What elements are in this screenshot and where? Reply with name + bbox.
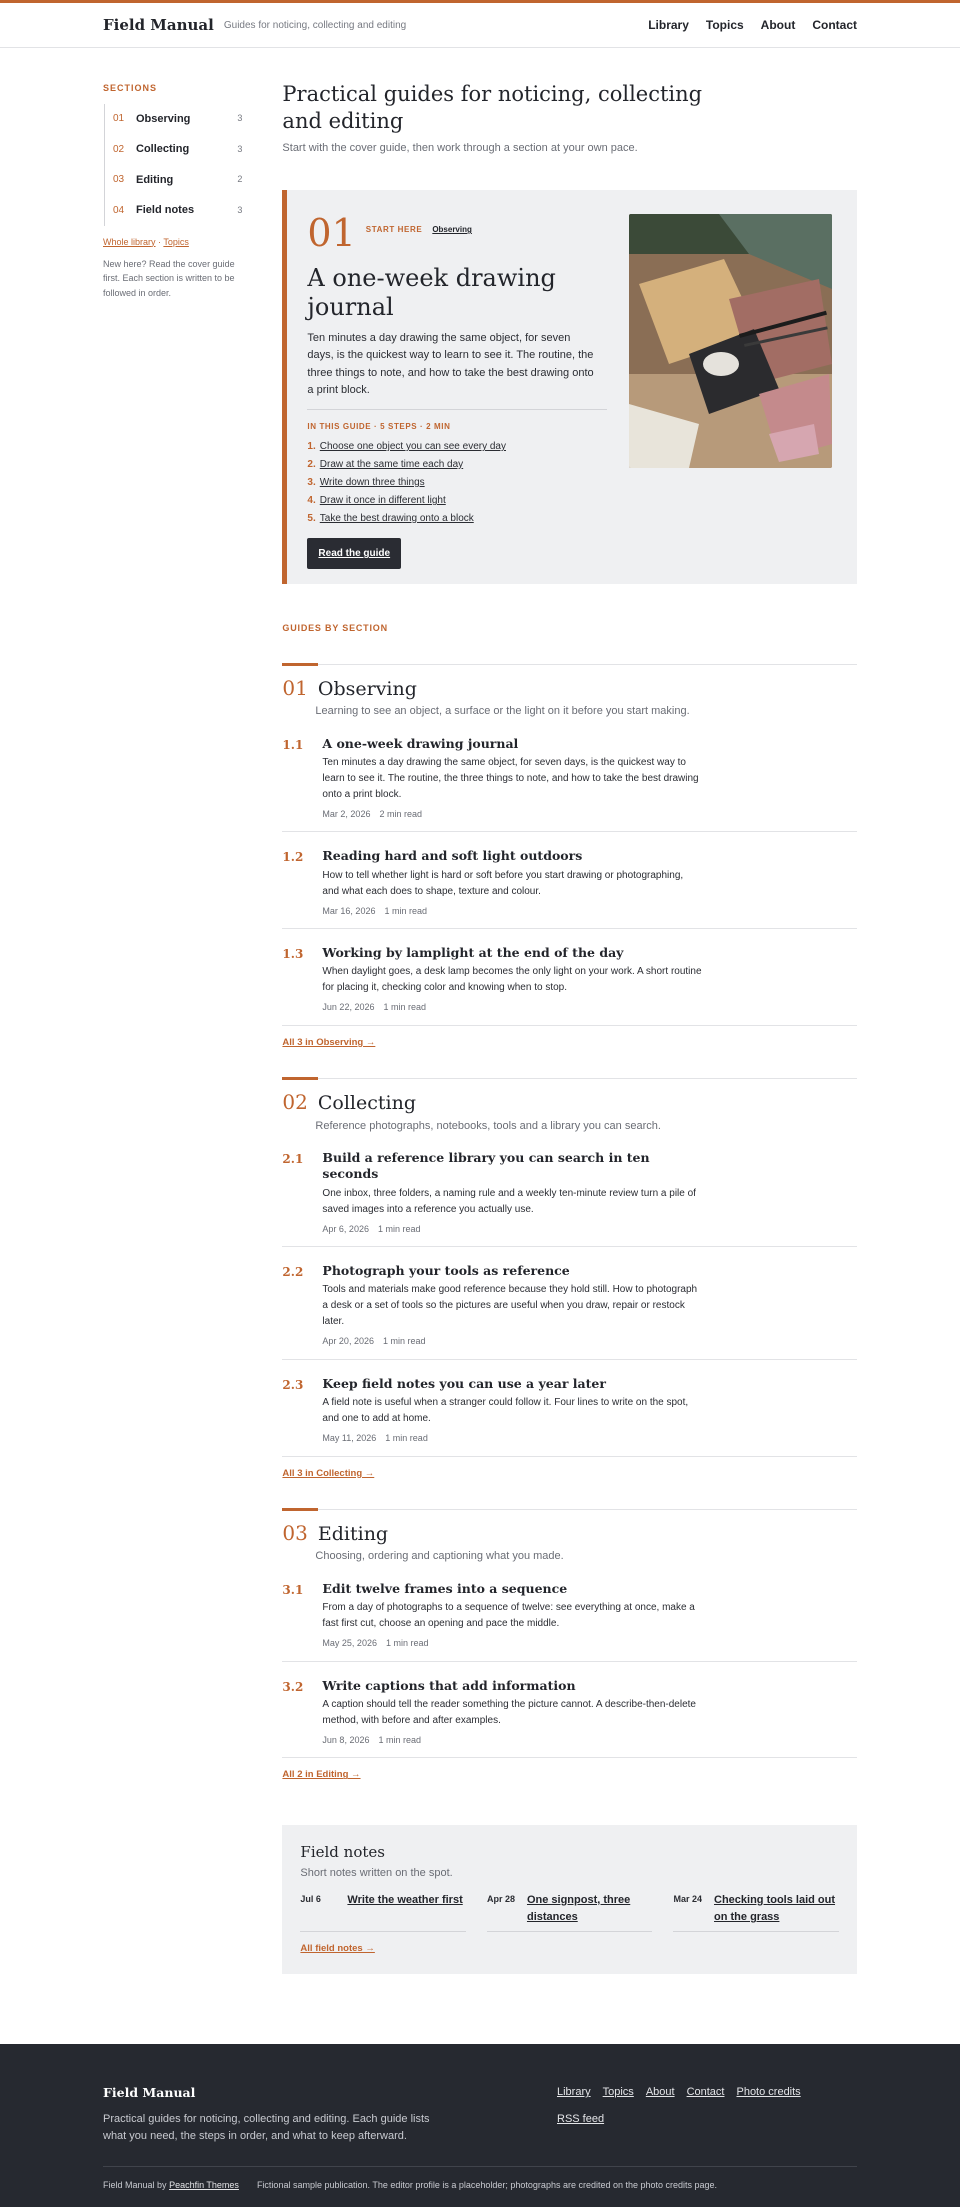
guide-read-time: 1 min read: [382, 1336, 426, 1347]
all-observing-link[interactable]: All 3 in Observing →: [282, 1036, 376, 1048]
guide-meta: [322, 1001, 702, 1015]
field-notes-title: Field notes: [300, 1842, 385, 1861]
whole-library-link[interactable]: Whole library: [103, 236, 156, 247]
footer-bottom: [103, 2166, 857, 2193]
footer-nav: [557, 2084, 857, 2146]
sidebar-item-num: 03: [113, 174, 125, 186]
read-guide-button[interactable]: Read the guide: [307, 538, 401, 569]
guide-meta: [322, 1432, 702, 1446]
guide-read-time: 1 min read: [378, 1734, 421, 1745]
all-collecting-link[interactable]: All 3 in Collecting →: [282, 1467, 375, 1479]
start-here-label: START HERE: [365, 225, 423, 235]
guide-description: Tools and materials make good reference because they hold still. How to photograph a desk or a set of tools so the pictures are useful when you draw, repair or restock later.: [322, 1284, 698, 1328]
field-note-link[interactable]: One signpost, three distances: [526, 1893, 631, 1924]
section-observing: [282, 664, 857, 1051]
section-title[interactable]: Observing: [317, 677, 417, 700]
credit-link[interactable]: Peachfin Themes: [169, 2179, 239, 2190]
guide-meta: [322, 1223, 702, 1237]
guide-meta: [322, 1335, 702, 1349]
steps-heading: IN THIS GUIDE · 5 STEPS · 2 MIN: [307, 422, 451, 431]
featured-section-link[interactable]: Observing: [432, 225, 472, 235]
featured-title[interactable]: A one-week drawing journal: [307, 264, 556, 322]
brand-logo[interactable]: Field Manual: [103, 15, 214, 34]
field-notes-panel: [282, 1825, 857, 1974]
sidebar-item-num: 02: [113, 143, 125, 155]
step-number: 5.: [307, 513, 316, 524]
guide-description: How to tell whether light is hard or soft before you start drawing or photographing, and what each does to shape, texture and colour.: [322, 869, 684, 897]
footer-link-rss[interactable]: RSS feed: [557, 2112, 605, 2125]
field-note-item: [487, 1892, 653, 1932]
guide-title-link[interactable]: A one-week drawing journal: [322, 735, 519, 751]
guide-date: Jun 22, 2026: [322, 1002, 375, 1013]
guide-description: From a day of photographs to a sequence of twelve: see everything at once, make a fast first cut, choose an opening and pace the middle.: [322, 1602, 695, 1630]
topics-link[interactable]: Topics: [163, 236, 189, 247]
section-accent: [282, 1077, 318, 1080]
page-subtitle: Start with the cover guide, then work through a section at your own pace.: [282, 141, 638, 154]
guide-entry: [282, 1247, 857, 1360]
section-number: 02: [282, 1090, 308, 1115]
footer-link-library[interactable]: Library: [557, 2086, 591, 2099]
guide-entry: [282, 1662, 857, 1759]
guide-date: Apr 6, 2026: [322, 1223, 369, 1234]
guide-number: 2.2: [282, 1265, 304, 1280]
featured-number: 01: [307, 211, 356, 256]
guide-read-time: 1 min read: [377, 1223, 421, 1234]
site-header: [0, 3, 960, 48]
nav-topics[interactable]: Topics: [705, 18, 744, 32]
sidebar-item-count: 3: [237, 204, 243, 215]
section-editing: [282, 1509, 857, 1783]
nav-contact[interactable]: Contact: [812, 18, 857, 32]
all-editing-link[interactable]: All 2 in Editing →: [282, 1769, 361, 1781]
footer-link-topics[interactable]: Topics: [602, 2086, 634, 2099]
featured-guide: [282, 190, 857, 584]
guide-title-link[interactable]: Reading hard and soft light outdoors: [322, 848, 583, 864]
footer-brand: Field Manual: [103, 2085, 196, 2101]
guide-read-time: 1 min read: [385, 1638, 429, 1649]
sidebar-item-count: 3: [237, 143, 243, 154]
nav-about[interactable]: About: [760, 18, 796, 32]
guide-read-time: 1 min read: [383, 1002, 426, 1013]
section-accent: [282, 1508, 318, 1511]
sidebar-item-count: 2: [237, 174, 243, 184]
field-note-date: Apr 28: [486, 1893, 515, 1904]
guide-number: 2.1: [282, 1152, 304, 1167]
step-number: 3.: [307, 477, 316, 488]
featured-description: Ten minutes a day drawing the same object, for seven days, is the quickest way to learn to see it. The routine, the three things to note, and how to take the best drawing onto a print block.: [307, 331, 594, 397]
sidebar-item-collecting[interactable]: [105, 134, 242, 165]
footer-link-contact[interactable]: Contact: [686, 2086, 725, 2099]
guide-entry: [282, 1134, 857, 1247]
main-content: [282, 48, 857, 1974]
section-description: Reference photographs, notebooks, tools and a library you can search.: [315, 1119, 661, 1132]
step-number: 1.: [307, 441, 316, 452]
guide-description: Ten minutes a day drawing the same object, for seven days, is the quickest way to learn to see it. The routine, the three things to note, and how to take the best drawing onto a print block.: [322, 756, 699, 800]
divider: [307, 409, 607, 410]
sidebar-item-label: Field notes: [136, 204, 195, 216]
guide-date: Apr 20, 2026: [322, 1336, 374, 1347]
guide-title-link[interactable]: Photograph your tools as reference: [322, 1263, 570, 1279]
page-title: Practical guides for noticing, collecting and editing: [282, 82, 703, 134]
guide-date: May 11, 2026: [322, 1433, 377, 1444]
featured-photo[interactable]: [629, 214, 832, 468]
guide-read-time: 1 min read: [384, 905, 427, 916]
field-note-item: [673, 1892, 839, 1932]
guides-by-section-heading: GUIDES BY SECTION: [282, 623, 388, 634]
guide-entry: [282, 1360, 857, 1457]
guide-title-link[interactable]: Write captions that add information: [322, 1677, 576, 1693]
step-item: [307, 511, 857, 529]
footer-description: Practical guides for noticing, collecting and editing. Each guide lists what you need, the steps in order, and what to keep afterward.: [103, 2112, 430, 2143]
sidebar-item-num: 04: [113, 204, 125, 216]
all-field-notes-link[interactable]: All field notes →: [300, 1942, 375, 1954]
field-note-item: [300, 1892, 466, 1932]
guide-date: Jun 8, 2026: [322, 1734, 370, 1745]
step-link[interactable]: Draw it once in different light: [319, 495, 446, 506]
step-item: [307, 493, 857, 511]
field-note-link[interactable]: Write the weather first: [347, 1893, 463, 1906]
guide-meta: [322, 1734, 702, 1748]
footer-link-photo-credits[interactable]: Photo credits: [736, 2086, 801, 2099]
guide-description: A field note is useful when a stranger could follow it. Four lines to write on the spot, and one to add at home.: [322, 1397, 689, 1425]
guide-title-link[interactable]: Keep field notes you can use a year later: [322, 1375, 606, 1391]
link-separator: ·: [158, 236, 162, 247]
guide-number: 2.3: [282, 1377, 304, 1392]
guide-read-time: 1 min read: [385, 1433, 428, 1444]
sidebar-links: [103, 236, 242, 250]
step-item: [307, 475, 857, 493]
guide-number: 3.1: [282, 1582, 304, 1597]
section-title[interactable]: Collecting: [317, 1092, 417, 1115]
guide-title-link[interactable]: Build a reference library you can search in ten seconds: [322, 1150, 650, 1182]
section-collecting: [282, 1078, 857, 1481]
site-footer: [0, 2044, 960, 2207]
section-description: Choosing, ordering and captioning what you made.: [315, 1550, 564, 1563]
sidebar-item-label: Collecting: [136, 143, 190, 155]
guide-meta: [322, 808, 702, 822]
guide-description: One inbox, three folders, a naming rule and a weekly ten-minute review turn a pile of saved images into a reference you actually use.: [322, 1187, 696, 1215]
sidebar-item-observing[interactable]: [105, 104, 242, 135]
guide-date: Mar 16, 2026: [322, 905, 376, 916]
sidebar-item-editing[interactable]: [105, 165, 242, 196]
sidebar-item-num: 01: [113, 113, 125, 125]
main-nav: [648, 16, 857, 34]
sidebar: [103, 48, 242, 1974]
guide-number: 1.3: [282, 947, 304, 962]
step-link[interactable]: Choose one object you can see every day: [319, 441, 506, 452]
field-note-date: Mar 24: [673, 1893, 703, 1904]
step-number: 2.: [307, 459, 316, 470]
nav-library[interactable]: Library: [648, 18, 689, 32]
guide-description: A caption should tell the reader something the picture cannot. A describe-then-delete method, with before and after examples.: [322, 1698, 696, 1726]
step-number: 4.: [307, 495, 316, 506]
guide-number: 1.1: [282, 737, 304, 752]
step-link[interactable]: Take the best drawing onto a block: [319, 513, 474, 524]
sidebar-heading: SECTIONS: [103, 83, 158, 93]
step-link[interactable]: Write down three things: [319, 477, 425, 488]
sidebar-item-count: 3: [237, 113, 243, 123]
guide-entry: [282, 929, 857, 1026]
section-accent: [282, 663, 318, 666]
field-note-date: Jul 6: [300, 1893, 321, 1904]
footer-link-about[interactable]: About: [645, 2086, 675, 2099]
desk-photo-illustration: [629, 214, 832, 468]
guide-date: Mar 2, 2026: [322, 808, 371, 819]
credit-prefix: Field Manual by: [103, 2179, 167, 2190]
guide-title-link[interactable]: Edit twelve frames into a sequence: [322, 1580, 568, 1596]
field-note-link[interactable]: Checking tools laid out on the grass: [714, 1893, 836, 1924]
section-description: Learning to see an object, a surface or the light on it before you start making.: [315, 705, 690, 718]
guide-entry: [282, 720, 857, 833]
footer-disclaimer: Fictional sample publication. The editor profile is a placeholder; photographs are credited on the photo credits page.: [256, 2179, 718, 2190]
section-title[interactable]: Editing: [317, 1522, 389, 1545]
guide-meta: [322, 905, 702, 919]
guide-read-time: 2 min read: [379, 808, 422, 819]
sidebar-item-field-notes[interactable]: [105, 195, 242, 226]
field-notes-subtitle: Short notes written on the spot.: [300, 1867, 453, 1880]
guide-title-link[interactable]: Working by lamplight at the end of the day: [322, 945, 624, 961]
guide-meta: [322, 1637, 702, 1651]
guide-entry: [282, 1565, 857, 1662]
field-notes-list: [300, 1892, 839, 1932]
section-number: 01: [282, 675, 308, 700]
sidebar-list: [104, 104, 242, 226]
sidebar-item-label: Editing: [136, 173, 174, 186]
guide-number: 1.2: [282, 850, 304, 865]
step-link[interactable]: Draw at the same time each day: [319, 459, 464, 470]
sidebar-item-label: Observing: [136, 112, 191, 125]
section-number: 03: [282, 1520, 308, 1545]
guide-date: May 25, 2026: [322, 1638, 377, 1649]
guide-entry: [282, 832, 857, 929]
footer-credit: [103, 2179, 239, 2193]
sidebar-note: New here? Read the cover guide first. Each section is written to be followed in order.: [103, 259, 235, 298]
guide-number: 3.2: [282, 1679, 304, 1694]
guide-description: When daylight goes, a desk lamp becomes the only light on your work. A short routine for placing it, checking color and knowing when to stop.: [322, 966, 702, 994]
tagline: Guides for noticing, collecting and editing: [223, 19, 407, 31]
